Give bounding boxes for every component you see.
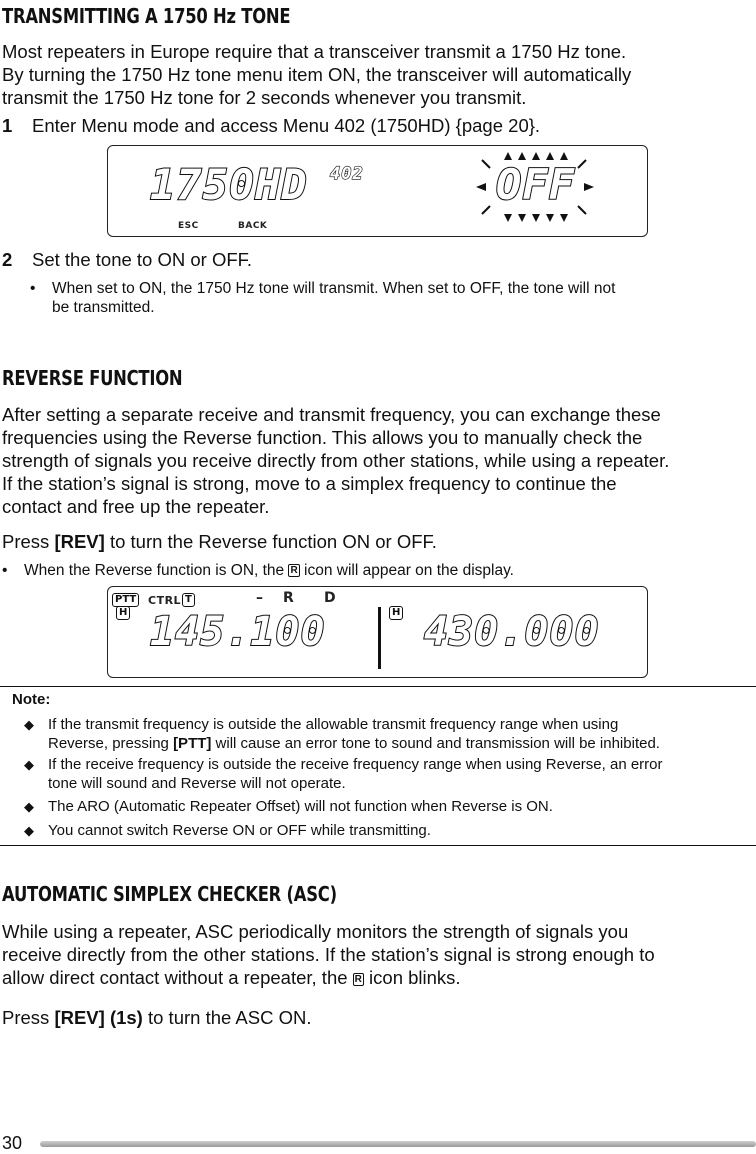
h-power-icon-right: H	[389, 606, 403, 620]
h-power-icon-left: H	[116, 606, 130, 620]
section-heading-1750-tone: TRANSMITTING A 1750 Hz TONE	[2, 4, 291, 28]
body-line: strength of signals you receive directly from other stations, while using a repeater.	[2, 450, 670, 471]
intro-paragraph	[2, 40, 750, 109]
t-icon: T	[182, 593, 195, 607]
page-footer-bar	[40, 1141, 756, 1147]
lcd-display-reverse	[107, 586, 648, 678]
step-text: Enter Menu mode and access Menu 402 (1750HD) {page 20}.	[32, 115, 541, 136]
note-box	[0, 686, 756, 846]
body-line: After setting a separate receive and transmit frequency, you can exchange these	[2, 404, 661, 425]
bullet-line: When set to ON, the 1750 Hz tone will transmit. When set to OFF, the tone will not	[52, 280, 616, 297]
reverse-press-instruction: Press [REV] to turn the Reverse function ON or OFF.	[2, 531, 437, 552]
asc-paragraph: While using a repeater, ASC periodically monitors the strength of signals you receive directly from the other stations. If the station’s signal is strong enough to allow direct contact without a repeater, the R icon blinks.	[2, 921, 655, 988]
lcd-display-menu-402	[107, 145, 648, 237]
diamond-bullet-icon: ◆	[24, 717, 34, 732]
band-divider	[378, 607, 381, 669]
r-reverse-indicator: R	[283, 590, 295, 606]
rev-1s-key-label: [REV] (1s)	[54, 1007, 143, 1028]
lcd-menu-number: 402	[330, 164, 364, 184]
bullet-line: be transmitted.	[52, 299, 155, 316]
note-item: ◆ If the transmit frequency is outside the allowable transmit frequency range when using Reverse, pressing [PTT] will cause an error tone to sound and transmission will be inhibited.	[24, 716, 660, 752]
page-number: 30	[2, 1133, 23, 1153]
reverse-bullet: • When the Reverse function is ON, the R icon will appear on the display.	[2, 562, 514, 579]
section-heading-asc: AUTOMATIC SIMPLEX CHECKER (ASC)	[2, 882, 337, 906]
note-item: ◆ If the receive frequency is outside the receive frequency range when using Reverse, an error tone will sound and Reverse will not operate.	[24, 756, 663, 792]
intro-line: Most repeaters in Europe require that a transceiver transmit a 1750 Hz tone.	[2, 41, 627, 62]
diamond-bullet-icon: ◆	[24, 757, 34, 772]
lcd-left-frequency: 145.100	[150, 609, 326, 655]
diamond-bullet-icon: ◆	[24, 823, 34, 838]
ctrl-label: CTRL	[148, 594, 182, 607]
minus-offset-indicator: –	[256, 590, 264, 606]
lcd-right-frequency: 430.000	[424, 609, 600, 655]
lcd-value-text: OFF	[496, 160, 575, 209]
intro-line: transmit the 1750 Hz tone for 2 seconds whenever you transmit.	[2, 87, 527, 108]
ptt-key-label: [PTT]	[173, 735, 212, 752]
intro-line: By turning the 1750 Hz tone menu item ON, the transceiver will automatically	[2, 64, 632, 85]
body-line: If the station’s signal is strong, move to a simplex frequency to continue the	[2, 473, 617, 494]
note-title: Note:	[12, 691, 51, 708]
r-indicator-icon: R	[290, 565, 298, 576]
body-line: frequencies using the Reverse function. This allows you to manually check the	[2, 427, 643, 448]
d-indicator: D	[324, 590, 337, 606]
lcd-esc-label: ESC	[178, 221, 199, 231]
asc-press-instruction: Press [REV] (1s) to turn the ASC ON.	[2, 1007, 312, 1028]
note-item: ◆ The ARO (Automatic Repeater Offset) will not function when Reverse is ON.	[24, 798, 553, 815]
diamond-bullet-icon: ◆	[24, 799, 34, 814]
lcd-main-text: 1750HD	[150, 160, 308, 209]
step-1	[2, 114, 750, 138]
rev-key-label: [REV]	[54, 531, 105, 552]
reverse-paragraph	[2, 403, 750, 518]
lcd-back-label: BACK	[238, 221, 268, 231]
step-number: 2	[2, 249, 13, 270]
step-text: Set the tone to ON or OFF.	[32, 249, 253, 270]
step-number: 1	[2, 115, 13, 136]
note-item: ◆ You cannot switch Reverse ON or OFF while transmitting.	[24, 822, 431, 839]
section-heading-reverse: REVERSE FUNCTION	[2, 366, 183, 390]
step-2-bullet: • When set to ON, the 1750 Hz tone will transmit. When set to OFF, the tone will not be transmitted.	[30, 279, 746, 319]
step-2	[2, 248, 750, 272]
ptt-icon: PTT	[112, 593, 139, 607]
body-line: contact and free up the repeater.	[2, 496, 270, 517]
r-indicator-icon: R	[354, 974, 362, 985]
